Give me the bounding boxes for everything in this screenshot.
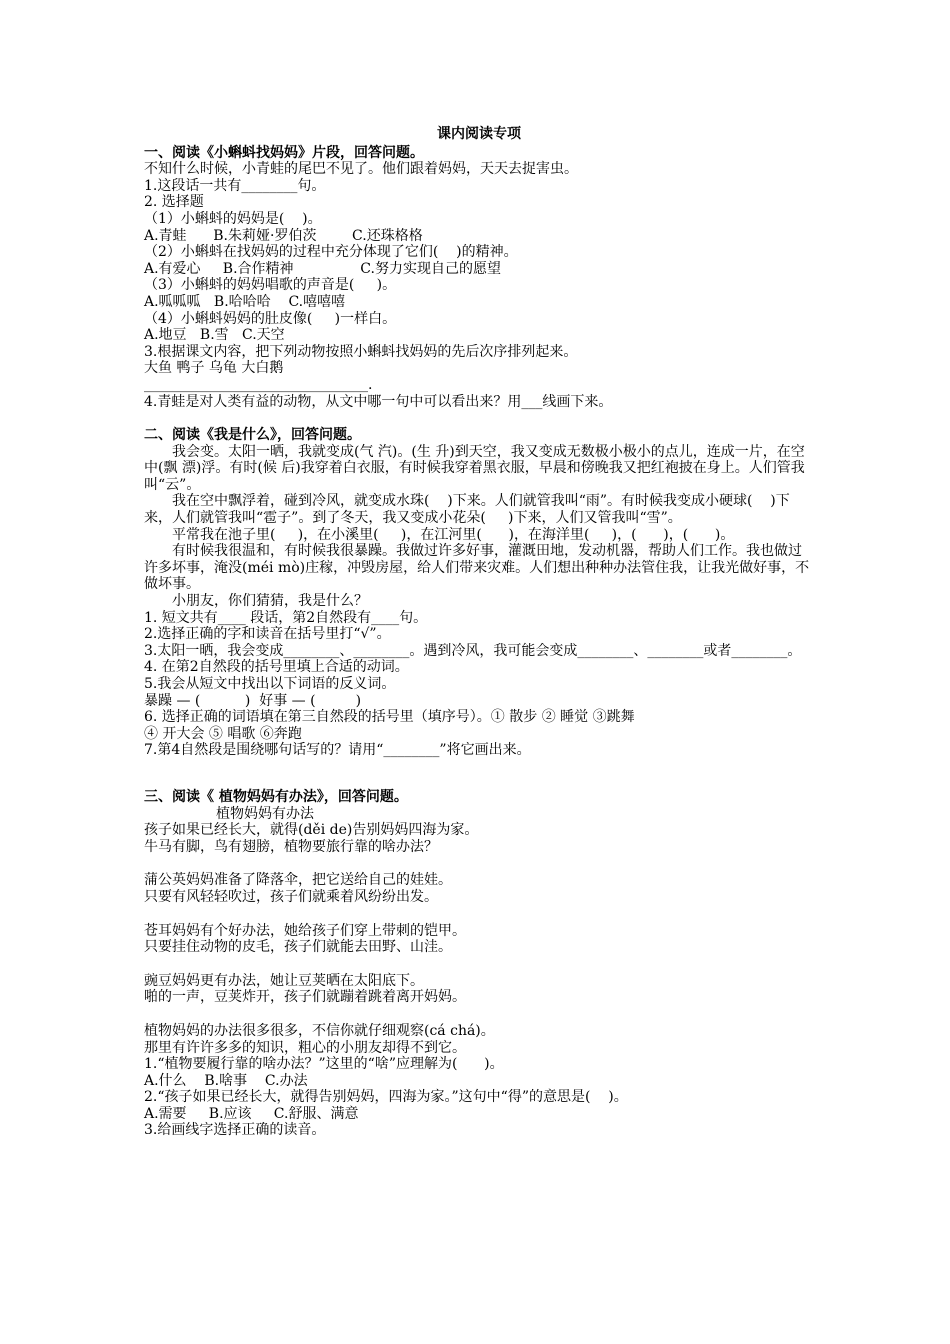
poem-line: 蒲公英妈妈准备了降落伞，把它送给自己的娃娃。 (144, 872, 452, 889)
page-title: 课内阅读专项 (437, 126, 521, 142)
s1-question-1: 1.这段话一共有________句。 (144, 177, 326, 194)
s1-question-2-3: （3）小蝌蚪的妈妈唱歌的声音是( )。 (144, 277, 397, 294)
s2-paragraph-5: 小朋友，你们猜猜，我是什么？ (172, 593, 368, 610)
s1-question-3: 3.根据课文内容，把下列动物按照小蝌蚪找妈妈的先后次序排列起来。 (144, 343, 578, 360)
s1-question-2-1-options: A.青蛙 B.朱莉娅·罗伯茨 C.还珠格格 (144, 227, 423, 244)
s3-question-3: 3.给画线字选择正确的读音。 (144, 1122, 326, 1139)
s1-question-2-2-options: A.有爱心 B.合作精神 C.努力实现自己的愿望 (144, 260, 501, 277)
s2-paragraph-4: 有时候我很温和，有时候我很暴躁。我做过许多好事，灌溉田地，发动机器，帮助人们工作。我也做过许多坏事，淹没(méi mò)庄稼，冲毁房屋，给人们带来灾难。人们想出种种办法管住我，让我光做好事，不做坏事。 (144, 543, 810, 593)
s3-question-1-options: A.什么 B.啥事 C.办法 (144, 1072, 308, 1089)
spacer (144, 410, 814, 427)
section-3-heading: 三、阅读《 植物妈妈有办法》，回答问题。 (144, 788, 408, 805)
s2-paragraph-3: 平常我在池子里( )，在小溪里( )，在江河里( )，在海洋里( )，( )，( )。 (172, 526, 735, 543)
spacer (144, 855, 814, 872)
s1-question-3-animals: 大鱼 鸭子 乌龟 大白鹅 (144, 360, 284, 377)
spacer (144, 906, 814, 923)
s2-question-5-items: 暴躁 — ( ) 好事 — ( ) (144, 692, 362, 709)
s2-paragraph-2: 我在空中飘浮着，碰到冷风，就变成水珠( )下来。人们就管我叫“雨”。有时候我变成小硬球( )下来，人们就管我叫“雹子”。到了冬天，我又变成小花朵( )下来，人们又管我叫“雪”。 (144, 493, 790, 527)
s2-question-4: 4. 在第2自然段的括号里填上合适的动词。 (144, 659, 409, 676)
s1-question-2-2: （2）小蝌蚪在找妈妈的过程中充分体现了它们( )的精神。 (144, 244, 518, 261)
s1-question-3-answer-blank: ________________________________. (144, 376, 373, 393)
poem-line: 只要挂住动物的皮毛，孩子们就能去田野、山洼。 (144, 939, 452, 956)
poem-line: 豌豆妈妈更有办法，她让豆荚晒在太阳底下。 (144, 972, 424, 989)
section-1-heading: 一、阅读《小蝌蚪找妈妈》片段，回答问题。 (144, 144, 424, 161)
s3-question-2: 2.“孩子如果已经长大，就得告别妈妈，四海为家。”这句中“得”的意思是( )。 (144, 1089, 628, 1106)
s2-question-2: 2.选择正确的字和读音在括号里打“√”。 (144, 626, 391, 643)
poem-line: 牛马有脚，鸟有翅膀，植物要旅行靠的啥办法？ (144, 838, 438, 855)
s2-question-7: 7.第4自然段是围绕哪句话写的？请用“________”将它画出来。 (144, 742, 531, 759)
poem-line: 苍耳妈妈有个好办法，她给孩子们穿上带刺的铠甲。 (144, 922, 466, 939)
poem-line: 只要有风轻轻吹过，孩子们就乘着风纷纷出发。 (144, 888, 438, 905)
poem-title: 植物妈妈有办法 (216, 805, 314, 822)
s2-question-3: 3.太阳一晒，我会变成________、________。遇到冷风，我可能会变成________、________或者________。 (144, 642, 802, 659)
poem-line: 那里有许许多多的知识，粗心的小朋友却得不到它。 (144, 1039, 466, 1056)
s3-question-2-options: A.需要 B.应该 C.舒服、满意 (144, 1105, 359, 1122)
poem-line: 孩子如果已经长大，就得(děi de)告别妈妈四海为家。 (144, 822, 479, 839)
s1-question-2-4: （4）小蝌蚪妈妈的肚皮像( )一样白。 (144, 310, 397, 327)
s2-question-6: 6. 选择正确的词语填在第三自然段的括号里（填序号）。① 散步 ② 睡觉 ③跳舞 (144, 709, 635, 726)
s1-question-4: 4.青蛙是对人类有益的动物，从文中哪一句中可以看出来？用___线画下来。 (144, 393, 613, 410)
section-1-passage: 不知什么时候，小青蛙的尾巴不见了。他们跟着妈妈，天天去捉害虫。 (144, 161, 578, 178)
s2-question-5: 5.我会从短文中找出以下词语的反义词。 (144, 676, 396, 692)
s1-question-2-4-options: A.地豆 B.雪 C.天空 (144, 327, 285, 344)
poem-line: 啪的一声，豆荚炸开，孩子们就蹦着跳着离开妈妈。 (144, 989, 466, 1006)
spacer (144, 956, 814, 973)
section-2-heading: 二、阅读《我是什么》，回答问题。 (144, 427, 361, 444)
s3-question-1: 1.“植物要履行靠的啥办法？”这里的“啥”应理解为( )。 (144, 1056, 504, 1073)
s1-question-2: 2. 选择题 (144, 194, 204, 211)
poem-line: 植物妈妈的办法很多很多，不信你就仔细观察(cá chá)。 (144, 1022, 495, 1039)
s1-question-2-3-options: A.呱呱呱 B.哈哈哈 C.嘻嘻嘻 (144, 293, 346, 310)
s1-question-2-1: （1）小蝌蚪的妈妈是( )。 (144, 210, 322, 227)
document-content (144, 126, 814, 1139)
spacer (144, 1006, 814, 1023)
s2-paragraph-1: 我会变。太阳一晒，我就变成(气 汽)。(生 升)到天空，我又变成无数极小极小的点儿，连成一片，在空中(飘 漂)浮。有时(候 后)我穿着白衣服，有时候我穿着黑衣服，早晨和傍晚我又把红袍披在身上。人们管我叫“云”。 (144, 443, 805, 493)
spacer (144, 759, 814, 789)
s2-question-6-options: ④ 开大会 ⑤ 唱歌 ⑥奔跑 (144, 725, 302, 742)
s2-question-1: 1. 短文共有____ 段话，第2自然段有____句。 (144, 609, 428, 626)
